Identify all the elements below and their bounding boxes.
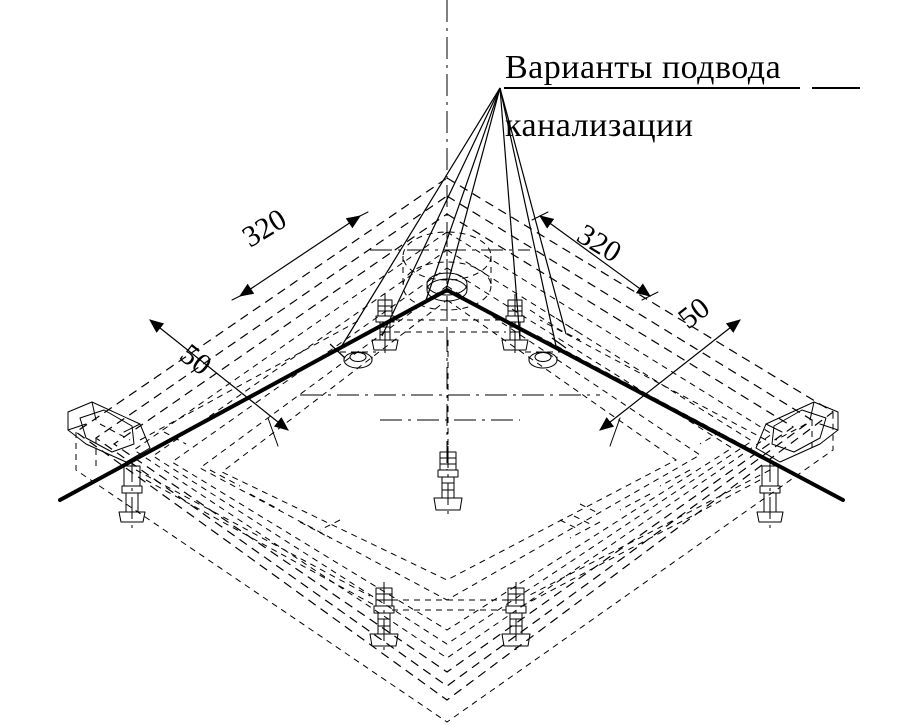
annotation-block [504,49,860,144]
annotation-line-1: Варианты подвода [505,49,782,86]
siphon-outlet-left [340,352,376,368]
adjustable-foot-center [434,446,462,516]
side-bracket-left [68,402,150,528]
dimension-320-left [232,203,368,300]
side-bracket-right [756,402,838,528]
dimension-320-left-label: 320 [236,202,293,255]
dimension-50-right-label: 50 [671,291,716,336]
central-drain-assembly [370,225,530,330]
dimension-320-right-label: 320 [571,217,627,270]
frame-rails-dashed [136,320,770,610]
adjustable-foot-rear-left [372,294,398,354]
dimension-50-left [150,320,288,446]
siphon-outlet-right [525,352,561,368]
dimension-50-right [600,291,740,446]
annotation-line-2: канализации [505,107,694,144]
floor-center-lines [300,330,600,470]
dimension-50-left-label: 50 [173,337,218,382]
adjustable-foot-front-left [370,582,398,652]
